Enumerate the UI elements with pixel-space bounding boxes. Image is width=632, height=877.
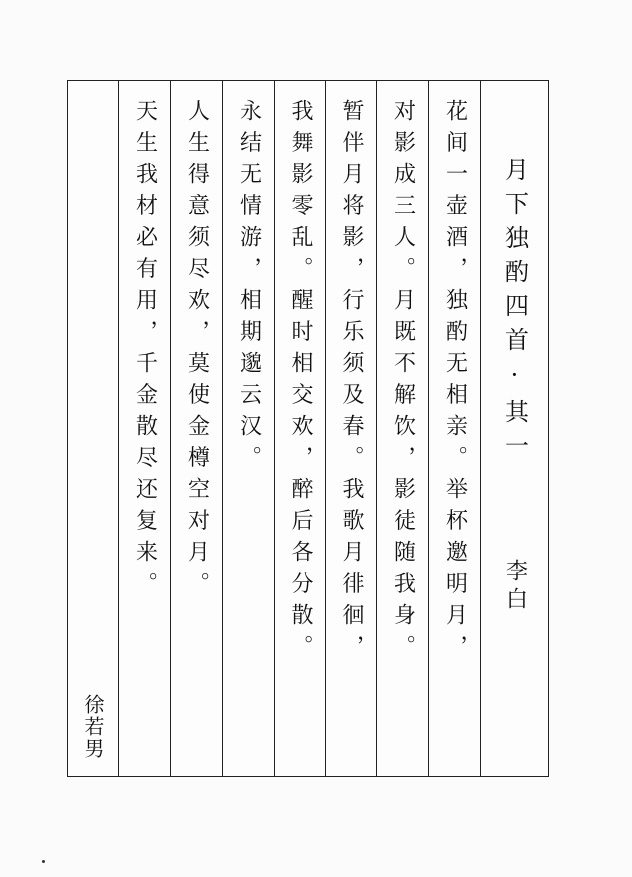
- poem-line-3: 暂伴月将影，行乐须及春。我歌月徘徊，: [339, 99, 364, 666]
- poem-author: 李白: [502, 559, 528, 615]
- poem-line-1: 花间一壶酒，独酌无相亲。举杯邀明月，: [442, 99, 468, 666]
- poem-column-4: [274, 81, 325, 776]
- poem-line-6: 人生得意须尽欢，莫使金樽空对月。: [184, 99, 210, 603]
- paper-speck: [42, 860, 45, 863]
- poem-column-6: [170, 81, 222, 776]
- poem-title: 月下独酌四首·其一: [500, 157, 529, 467]
- poem-line-2: 对影成三人。月既不解饮，影徒随我身。: [390, 99, 416, 666]
- signature: 徐若男: [81, 694, 105, 760]
- poem-line-4: 我舞影零乱。醒时相交欢，醉后各分散。: [288, 99, 313, 666]
- poem-column-2: [376, 81, 428, 776]
- signature-column: [68, 81, 118, 776]
- poem-column-3: [325, 81, 376, 776]
- poem-line-7: 天生我材必有用，千金散尽还复来。: [132, 99, 158, 603]
- poem-line-5: 永结无情游，相期邈云汉。: [236, 99, 262, 477]
- title-column: [480, 81, 548, 776]
- calligraphy-sheet: [67, 80, 549, 777]
- poem-column-5: [222, 81, 274, 776]
- poem-column-1: [428, 81, 480, 776]
- poem-column-7: [118, 81, 170, 776]
